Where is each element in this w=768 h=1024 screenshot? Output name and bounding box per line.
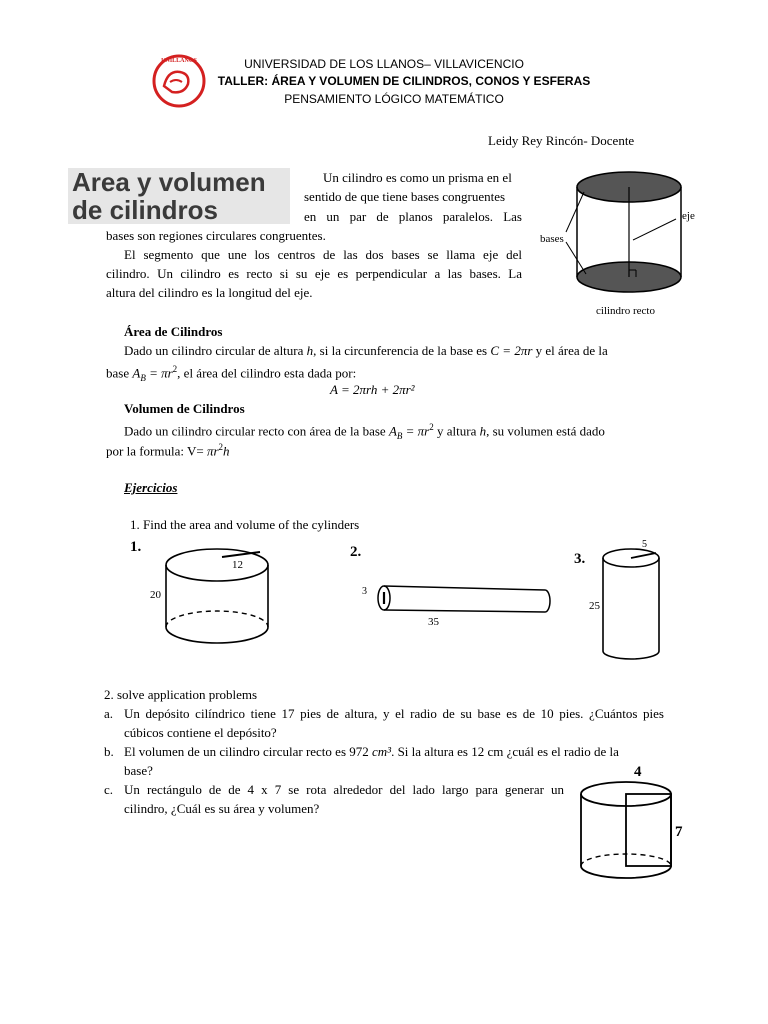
- subject-name: PENSAMIENTO LÓGICO MATEMÁTICO: [284, 92, 504, 106]
- volume-text: , su volumen está dado: [486, 423, 605, 439]
- label-bases: bases: [540, 233, 564, 245]
- exercise-item-1: 1. Find the area and volume of the cylinders: [130, 517, 360, 532]
- problem-a-line-2: cúbicos contiene el depósito?: [124, 725, 277, 740]
- exponent: 2: [429, 422, 434, 432]
- problem-b-line-2: base?: [124, 763, 153, 778]
- exercise-figure-2: [340, 540, 560, 635]
- label-a: a.: [104, 706, 114, 721]
- exercise-figure-rectangle-cylinder: [570, 756, 700, 886]
- length-label: 35: [428, 616, 439, 628]
- volume-line-2: [106, 438, 230, 460]
- var-h: h: [223, 443, 230, 459]
- ejercicios-heading: Ejercicios: [124, 480, 178, 495]
- intro-line-3: en un par de planos paralelos. Las: [304, 209, 522, 224]
- area-formula: A = 2πrh + 2πr²: [330, 382, 415, 397]
- exercise-figure-1: [124, 535, 284, 655]
- problem-c-line-2: cilindro, ¿Cuál es su área y volumen?: [124, 801, 320, 816]
- svg-text:UNILLANOS: UNILLANOS: [161, 58, 197, 64]
- problem-text: . Si la altura es 12 cm ¿cuál es el radio de la: [391, 744, 619, 759]
- label-cilindro-recto: cilindro recto: [596, 305, 655, 317]
- taller-title: TALLER: ÁREA Y VOLUMEN DE CILINDROS, CONOS Y ESFERAS: [217, 74, 591, 88]
- label-b: b.: [104, 744, 114, 759]
- cylinder-diagram: [536, 162, 736, 322]
- intro-line-2: sentido de que tiene bases congruentes: [304, 189, 506, 204]
- title-line-1: Area y volumen: [72, 167, 266, 197]
- figure-number: 2.: [350, 544, 362, 560]
- var-b: B: [140, 372, 146, 383]
- var-a: A: [388, 423, 397, 439]
- volume-text: Dado un cilindro circular recto con área de la base: [124, 423, 389, 439]
- area-line-1: [124, 341, 664, 360]
- radius-label: 12: [232, 559, 243, 571]
- label-c: c.: [104, 782, 114, 797]
- problem-c-line-1: Un rectángulo de de 4 x 7 se rota alrededor del lado largo para generar un: [124, 782, 564, 797]
- area-text: y el área de la: [532, 343, 608, 358]
- intro-p2-line-3: altura del cilindro es la longitud del eje.: [106, 285, 313, 300]
- radius-label: 3: [362, 586, 367, 597]
- university-name: UNIVERSIDAD DE LOS LLANOS– VILLAVICENCIO: [244, 57, 524, 71]
- height-label: 7: [675, 824, 683, 840]
- intro-line-4: bases son regiones circulares congruentes.: [106, 228, 326, 243]
- var-h: h: [306, 343, 314, 358]
- area-line-2: [106, 360, 356, 388]
- figure-number: 3.: [574, 551, 586, 567]
- volume-formula: πr: [206, 443, 219, 459]
- var-a: A: [132, 365, 141, 381]
- title-line-2: de cilindros: [72, 195, 218, 225]
- exercise-figure-3: [570, 533, 670, 663]
- figure-number: 1.: [130, 539, 142, 555]
- base-area-formula: = πr: [145, 365, 173, 381]
- author-line: Leidy Rey Rincón- Docente: [488, 133, 635, 148]
- problem-a-line-1: Un depósito cilíndrico tiene 17 pies de altura, y el radio de su base es de 10 pies. ¿Cuántos pies: [124, 706, 664, 721]
- radius-label: 5: [642, 539, 647, 550]
- circumference-formula: C = 2πr: [490, 343, 533, 358]
- height-label: 20: [150, 589, 161, 601]
- area-text: Dado un cilindro circular de altura: [124, 343, 307, 358]
- section-title-image: [68, 168, 290, 224]
- area-text: , el área del cilindro esta dada por:: [177, 365, 357, 381]
- exponent: 2: [172, 364, 178, 374]
- base-area-formula: = πr: [402, 423, 430, 439]
- label-eje: eje: [682, 210, 695, 222]
- area-text: base: [106, 365, 133, 381]
- var-b: B: [396, 430, 403, 441]
- volume-text: por la formula: V=: [106, 443, 207, 459]
- unit-cm3: cm³: [372, 744, 392, 759]
- height-label: 25: [589, 600, 600, 612]
- intro-line-1: Un cilindro es como un prisma en el: [323, 170, 512, 185]
- intro-p2-line-1: El segmento que une los centros de las dos bases se llama eje del: [124, 247, 522, 262]
- width-label: 4: [634, 764, 642, 780]
- var-h: h: [479, 423, 487, 439]
- area-heading: Área de Cilindros: [124, 324, 223, 339]
- exercise-item-2: 2. solve application problems: [104, 687, 258, 702]
- area-text: , si la circunferencia de la base es: [313, 343, 491, 358]
- problem-text: El volumen de un cilindro circular recto es 972: [124, 744, 373, 759]
- volume-heading: Volumen de Cilindros: [124, 401, 245, 416]
- volume-text: y altura: [433, 423, 480, 439]
- exponent: 2: [218, 442, 224, 452]
- intro-p2-line-2: cilindro. Un cilindro es recto si su eje es perpendicular a las bases. La: [106, 266, 522, 281]
